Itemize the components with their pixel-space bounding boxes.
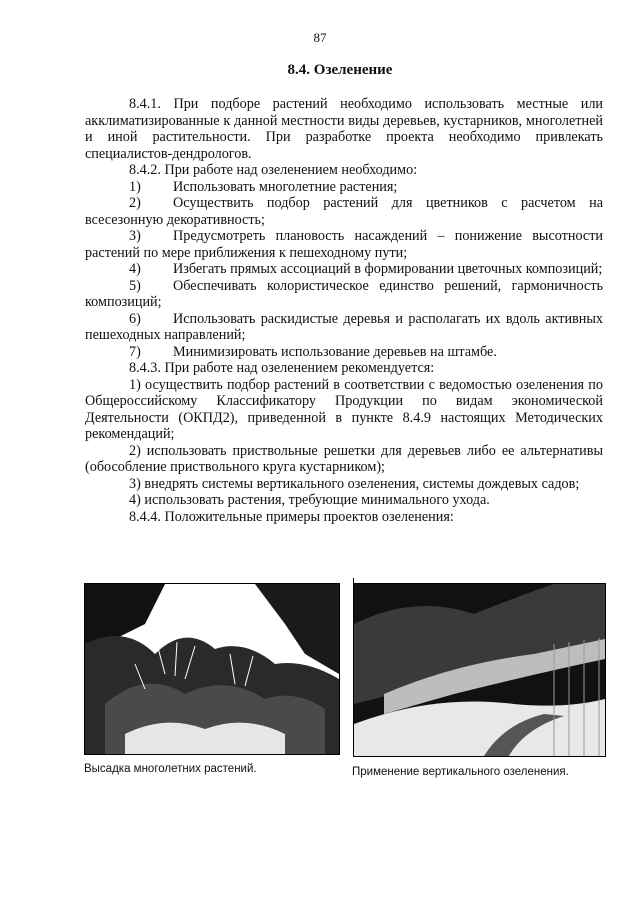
list-item-text: Избегать прямых ассоциаций в формировании цветочных композиций; — [173, 261, 603, 277]
list-item — [85, 261, 603, 278]
list-item-number: 3) — [129, 228, 141, 244]
caption-perennial-planting: Высадка многолетних растений. — [84, 763, 257, 775]
paragraph-8-4-2: 8.4.2. При работе над озеленением необходимо: — [129, 162, 418, 178]
list-item-number: 2) — [129, 195, 141, 211]
list-item-number: 5) — [129, 277, 141, 294]
photo-perennial-planting — [84, 583, 340, 755]
list-item-text: Использовать многолетние растения; — [173, 178, 398, 195]
caption-vertical-greening: Применение вертикального озеленения. — [352, 766, 569, 778]
recommendation-item: 4) использовать растения, требующие минимального ухода. — [129, 492, 490, 508]
list-item-text: Предусмотреть плановость насаждений – понижение высотности растений по мере приближения к пешеходному пути; — [85, 228, 603, 261]
body-text — [85, 96, 603, 525]
list-item — [85, 195, 603, 228]
list-item — [85, 311, 603, 344]
page-number: 87 — [313, 30, 327, 45]
list-item-number: 4) — [129, 261, 141, 277]
paragraph-8-4-4: 8.4.4. Положительные примеры проектов озеленения: — [129, 508, 454, 525]
recommendation-item: 3) внедрять системы вертикального озеленения, системы дождевых садов; — [129, 475, 580, 492]
list-item — [85, 278, 603, 311]
recommendation-item: 2) использовать приствольные решетки для деревьев либо ее альтернативы (обособление приствольного круга кустарником); — [85, 442, 603, 475]
paragraph-8-4-3: 8.4.3. При работе над озеленением рекомендуется: — [129, 360, 435, 376]
list-item — [85, 344, 603, 361]
paragraph-8-4-1: 8.4.1. При подборе растений необходимо использовать местные или акклиматизированные к данной местности виды деревьев, кустарников, многолетней и иной растительности. При разработке проекта необходимо привлекать специалистов-дендрологов. — [85, 96, 603, 162]
photo-vertical-greening — [353, 583, 606, 757]
list-item-number: 7) — [129, 343, 141, 360]
list-item-text: Осуществить подбор растений для цветников с расчетом на всесезонную декоративность; — [85, 195, 603, 228]
list-item-number: 6) — [129, 310, 141, 327]
list-item-text: Обеспечивать колористическое единство решений, гармоничность композиций; — [85, 277, 603, 310]
section-heading: 8.4. Озеленение — [287, 62, 393, 78]
list-item-text: Минимизировать использование деревьев на штамбе. — [173, 343, 497, 360]
list-item — [85, 228, 603, 261]
list-item-number: 1) — [129, 178, 141, 195]
list-item-text: Использовать раскидистые деревья и располагать их вдоль активных пешеходных направлений; — [85, 310, 603, 343]
list-item — [85, 179, 603, 196]
recommendation-item: 1) осуществить подбор растений в соответствии с ведомостью озеленения по Общероссийскому Классификатору Продукции по видам экономической Деятельности (ОКПД2), приведенной в пункте 8.4.9 настоящих Методических рекомендаций; — [85, 376, 603, 442]
